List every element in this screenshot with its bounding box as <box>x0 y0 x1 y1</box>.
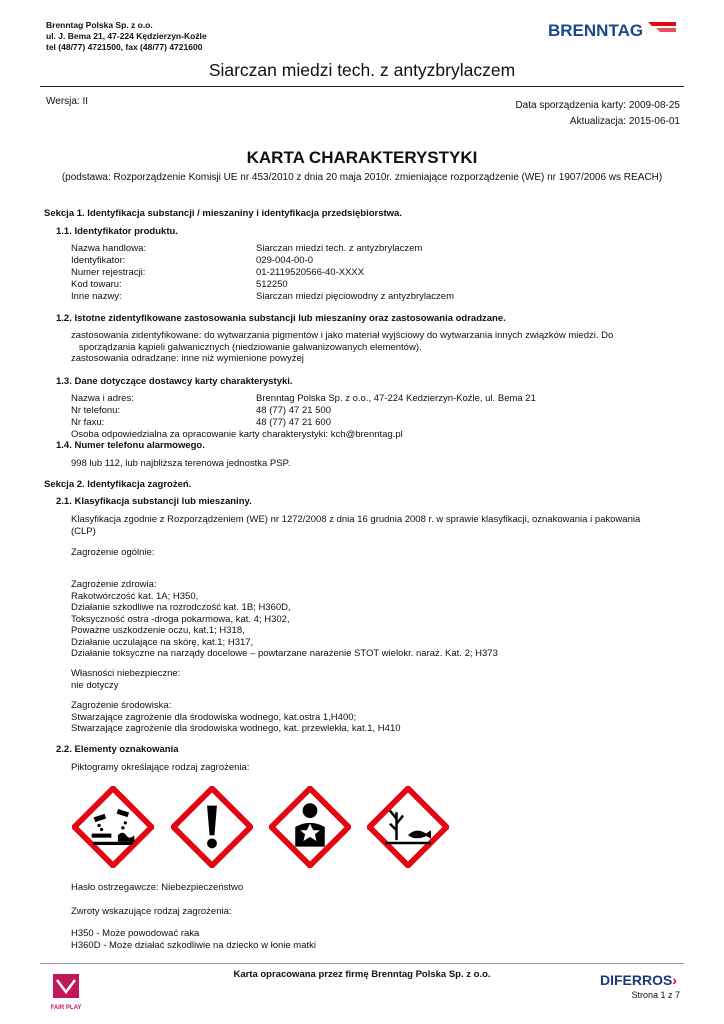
contact-email-line: Osoba odpowiedzialna za opracowanie karty charakterystyki: kch@brenntag.pl <box>71 429 403 440</box>
company-phone: tel (48/77) 4721500, fax (48/77) 4721600 <box>46 42 203 52</box>
h360d-statement: H360D - Może działać szkodliwie na dziecko w łonie matki <box>71 940 316 951</box>
supplier-phone-label: Nr telefonu: <box>71 405 121 416</box>
other-names-label: Inne nazwy: <box>71 291 122 302</box>
physical-hazard-heading: Własności niebezpieczne: <box>71 668 181 679</box>
supplier-fax-label: Nr faxu: <box>71 417 105 428</box>
health-hazard-item: Toksyczność ostra -droga pokarmowa, kat. 4; H302, <box>71 613 290 625</box>
header-divider <box>40 86 684 87</box>
logo-text: BRENNTAG <box>548 21 644 40</box>
health-hazard-item: Działanie toksyczne na narządy docelowe – powtarzane narażenie STOT wielokr. naraż. Kat. 2; H373 <box>71 648 498 659</box>
section-2-1-heading: 2.1. Klasyfikacja substancji lub mieszaniny. <box>56 496 252 507</box>
supplier-address-label: Nazwa i adres: <box>71 393 134 404</box>
h350-statement: H350 - Może powodować raka <box>71 928 200 939</box>
document-title: KARTA CHARAKTERYSTYKI <box>246 148 478 167</box>
diferros-text: DIFERROS <box>600 972 673 988</box>
physical-hazard-value: nie dotyczy <box>71 679 119 691</box>
fair-play-text: FAIR PLAY <box>50 1005 82 1011</box>
corrosion-icon <box>72 786 154 868</box>
health-hazard-item: Rakotwórczość kat. 1A; H350, <box>71 590 199 602</box>
health-hazard-icon <box>269 786 351 868</box>
update-date: Aktualizacja: 2015-06-01 <box>569 116 680 127</box>
section-2-heading: Sekcja 2. Identyfikacja zagrożeń. <box>44 479 192 490</box>
section-1-heading: Sekcja 1. Identyfikacja substancji / mieszaniny i identyfikacja przedsiębiorstwa. <box>44 208 402 219</box>
environment-icon <box>367 786 449 868</box>
supplier-fax-value: 48 (77) 47 21 600 <box>256 417 332 428</box>
health-hazard-item: Poważne uszkodzenie oczu, kat.1; H318, <box>71 625 245 636</box>
exclamation-icon <box>171 786 253 868</box>
section-2-2-heading: 2.2. Elementy oznakowania <box>56 744 179 755</box>
section-1-4-heading: 1.4. Numer telefonu alarmowego. <box>56 440 205 451</box>
identifier-value: 029-004-00-0 <box>256 255 314 266</box>
pictograms-label: Piktogramy określające rodzaj zagrożenia: <box>71 762 250 773</box>
registration-label: Numer rejestracji: <box>71 267 146 278</box>
footer-credit: Karta opracowana przez firmę Brenntag Polska Sp. z o.o. <box>233 969 491 980</box>
clp-line-2: (CLP) <box>71 525 96 537</box>
health-hazard-item: Działanie uczulające na skórę, kat.1; H317, <box>71 636 254 648</box>
version-label: Wersja: II <box>46 96 89 107</box>
general-hazard-label: Zagrożenie ogólnie: <box>71 547 155 558</box>
env-hazard-item: Stwarzające zagrożenie dla środowiska wodnego, kat.ostra 1,H400; <box>71 711 357 723</box>
company-street: ul. J. Bema 21, 47-224 Kędzierzyn-Koźle <box>46 31 207 41</box>
clp-classification <box>71 514 691 537</box>
supplier-phone-value: 48 (77) 47 21 500 <box>256 405 332 416</box>
env-hazard-heading: Zagrożenie środowiska: <box>71 700 172 711</box>
identifier-label: Identyfikator: <box>71 255 126 266</box>
brenntag-logo <box>548 14 680 48</box>
company-name: Brenntag Polska Sp. z o.o. <box>46 20 153 30</box>
page-number: Strona 1 z 7 <box>631 990 680 1000</box>
advised-against-line: zastosowania odradzane: inne niż wymienione powyżej <box>71 353 304 364</box>
section-1-1-heading: 1.1. Identyfikator produktu. <box>56 226 178 237</box>
uses-text <box>71 330 691 365</box>
trade-name-label: Nazwa handlowa: <box>71 243 146 254</box>
creation-date: Data sporządzenia karty: 2009-08-25 <box>515 100 680 111</box>
environmental-hazards <box>71 700 691 735</box>
health-hazards <box>71 579 691 660</box>
other-names-value: Siarczan miedzi pięciowodny z antyzbrylaczem <box>256 291 454 302</box>
section-1-2-heading: 1.2. Istotne zidentyfikowane zastosowania substancji lub mieszaniny oraz zastosowania odradzane. <box>56 313 506 324</box>
diferros-logo <box>600 972 677 988</box>
product-code-value: 512250 <box>256 279 288 290</box>
chevron-right-icon: › <box>672 972 678 988</box>
signal-word: Hasło ostrzegawcze: Niebezpieczeństwo <box>71 882 244 893</box>
footer-divider <box>40 963 684 964</box>
identified-uses-line-1: zastosowania zidentyfikowane: do wytwarzania pigmentów i jako materiał wyjściowy do wytwarzania innych związków miedzi. Do <box>71 330 614 341</box>
product-code-label: Kod towaru: <box>71 279 122 290</box>
trade-name-value: Siarczan miedzi tech. z antyzbrylaczem <box>256 243 423 254</box>
physical-hazards <box>71 668 691 691</box>
clp-line-1: Klasyfikacja zgodnie z Rozporządzeniem (WE) nr 1272/2008 z dnia 16 grudnia 2008 r. w sprawie klasyfikacji, oznakowania i pakowania <box>71 514 641 525</box>
registration-value: 01-2119520566-40-XXXX <box>256 267 365 278</box>
section-1-3-heading: 1.3. Dane dotyczące dostawcy karty charakterystyki. <box>56 376 293 387</box>
h-statements-label: Zwroty wskazujące rodzaj zagrożenia: <box>71 906 232 917</box>
identified-uses-line-2: sporządzania kąpieli galwanicznych (niedziowanie galwanizowanych elementów). <box>71 341 422 353</box>
supplier-address-value: Brenntag Polska Sp. z o.o., 47-224 Kedzierzyn-Koźle, ul. Bema 21 <box>256 393 536 404</box>
company-address <box>46 20 207 53</box>
product-title: Siarczan miedzi tech. z antyzbrylaczem <box>208 60 516 80</box>
health-hazard-item: Działanie szkodliwe na rozrodczość kat. 1B; H360D, <box>71 602 291 613</box>
emergency-phone-text: 998 lub 112, lub najbliższa terenowa jednostka PSP. <box>71 458 291 469</box>
legal-basis: (podstawa: Rozporządzenie Komisji UE nr 453/2010 z dnia 20 maja 2010r. zmieniające rozporządzenie (WE) nr 1907/2006 ws REACH) <box>61 172 663 183</box>
health-hazard-heading: Zagrożenie zdrowia: <box>71 579 157 590</box>
env-hazard-item: Stwarzające zagrożenie dla środowiska wodnego, kat. przewlekła, kat.1, H410 <box>71 723 401 734</box>
